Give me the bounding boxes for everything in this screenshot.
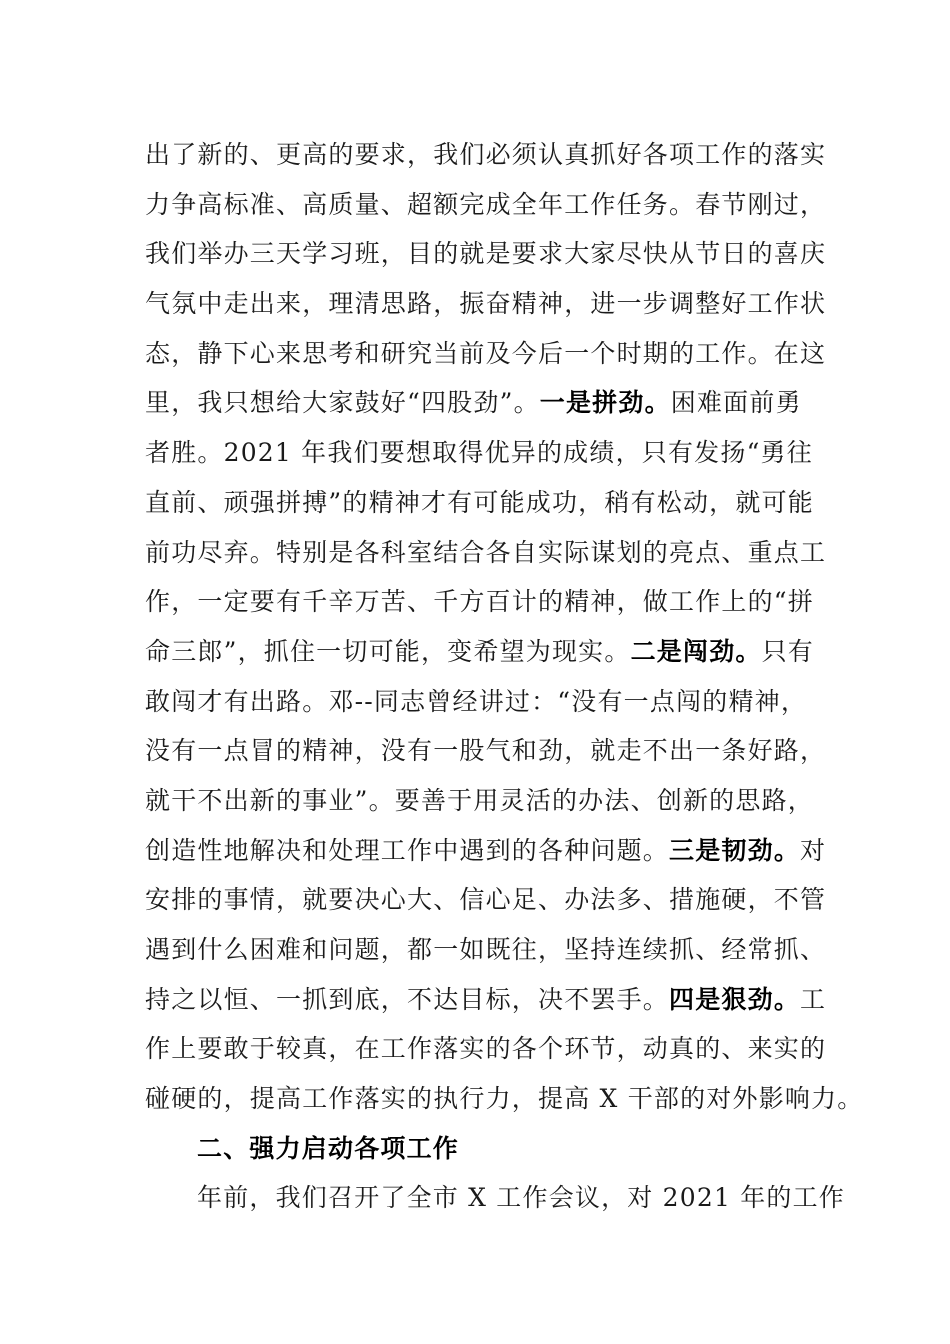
bold-phrase: 一是拼劲。 bbox=[539, 388, 671, 418]
text-segment: 创造性地解决和处理工作中遇到的各种问题。 bbox=[145, 835, 670, 865]
paragraph-line bbox=[145, 229, 827, 279]
text-segment: 对 bbox=[800, 835, 827, 865]
text-segment: 态，静下心来思考和研究当前及今后一个时期的工作。在这 bbox=[145, 338, 827, 368]
bold-phrase: 四是狠劲。 bbox=[669, 984, 801, 1014]
paragraph-line bbox=[145, 378, 815, 428]
text-segment: 持之以恒、一抓到底，不达目标，决不罢手。 bbox=[145, 984, 670, 1014]
bold-phrase: 二是闯劲。 bbox=[630, 636, 762, 666]
paragraph-line bbox=[145, 329, 827, 379]
text-segment: 命三郎”，抓住一切可能，变希望为现实。 bbox=[145, 636, 631, 666]
text-segment: 困难面前勇 bbox=[670, 388, 802, 418]
paragraph-line bbox=[145, 925, 827, 975]
text-segment: 碰硬的，提高工作落实的执行力，提高 X 干部的对外影响力。 bbox=[145, 1084, 864, 1114]
paragraph-line bbox=[145, 428, 815, 478]
text-segment: 没有一点冒的精神，没有一股气和劲，就走不出一条好路， bbox=[145, 736, 827, 766]
bold-phrase: 三是韧劲。 bbox=[669, 835, 801, 865]
text-segment: 我们举办三天学习班，目的就是要求大家尽快从节日的喜庆 bbox=[145, 239, 827, 269]
text-segment: 就干不出新的事业”。要善于用灵活的办法、创新的思路， bbox=[145, 785, 814, 815]
text-segment: 年前，我们召开了全市 X 工作会议，对 2021 年的工作 bbox=[197, 1183, 846, 1213]
paragraph-line bbox=[145, 776, 815, 826]
paragraph-line bbox=[145, 677, 815, 727]
text-segment: 出了新的、更高的要求，我们必须认真抓好各项工作的落实 bbox=[145, 140, 827, 169]
paragraph-line bbox=[145, 726, 827, 776]
paragraph-line bbox=[145, 875, 827, 925]
bold-phrase: 二、强力启动各项工作 bbox=[197, 1133, 460, 1163]
text-segment: 只有 bbox=[761, 636, 815, 666]
document-body bbox=[145, 130, 864, 1223]
paragraph-line bbox=[145, 975, 827, 1025]
text-segment: 敢闯才有出路。邓--同志曾经讲过：“没有一点闯的精神， bbox=[145, 686, 808, 716]
text-segment: 力争高标准、高质量、超额完成全年工作任务。春节刚过， bbox=[145, 189, 827, 219]
text-segment: 里，我只想给大家鼓好“四股劲”。 bbox=[145, 388, 540, 418]
text-segment: 作，一定要有千辛万苦、千方百计的精神，做工作上的“拼 bbox=[145, 587, 814, 617]
text-segment: 遇到什么困难和问题，都一如既往，坚持连续抓、经常抓、 bbox=[145, 935, 827, 964]
paragraph-line bbox=[145, 478, 815, 528]
paragraph-line bbox=[145, 577, 815, 627]
paragraph-line bbox=[145, 1024, 827, 1074]
text-segment: 安排的事情，就要决心大、信心足、办法多、措施硬，不管 bbox=[145, 885, 827, 915]
text-segment: 前功尽弃。特别是各科室结合各自实际谋划的亮点、重点工 bbox=[145, 537, 827, 567]
text-segment: 作上要敢于较真，在工作落实的各个环节，动真的、来实的 bbox=[145, 1034, 827, 1064]
text-segment: 气氛中走出来，理清思路，振奋精神，进一步调整好工作状 bbox=[145, 289, 827, 319]
paragraph-line bbox=[145, 528, 827, 578]
paragraph-line bbox=[145, 627, 815, 677]
paragraph-line bbox=[145, 1173, 846, 1223]
paragraph-line bbox=[145, 279, 827, 329]
paragraph-line bbox=[145, 130, 827, 180]
text-segment: 工 bbox=[800, 984, 827, 1014]
section-heading bbox=[145, 1124, 815, 1174]
paragraph-line bbox=[145, 180, 827, 230]
paragraph-line bbox=[145, 1074, 864, 1124]
text-segment: 直前、顽强拼搏”的精神才有可能成功，稍有松动，就可能 bbox=[145, 487, 814, 517]
paragraph-line bbox=[145, 826, 827, 876]
text-segment: 者胜。2021 年我们要想取得优异的成绩，只有发扬“勇往 bbox=[145, 438, 813, 468]
